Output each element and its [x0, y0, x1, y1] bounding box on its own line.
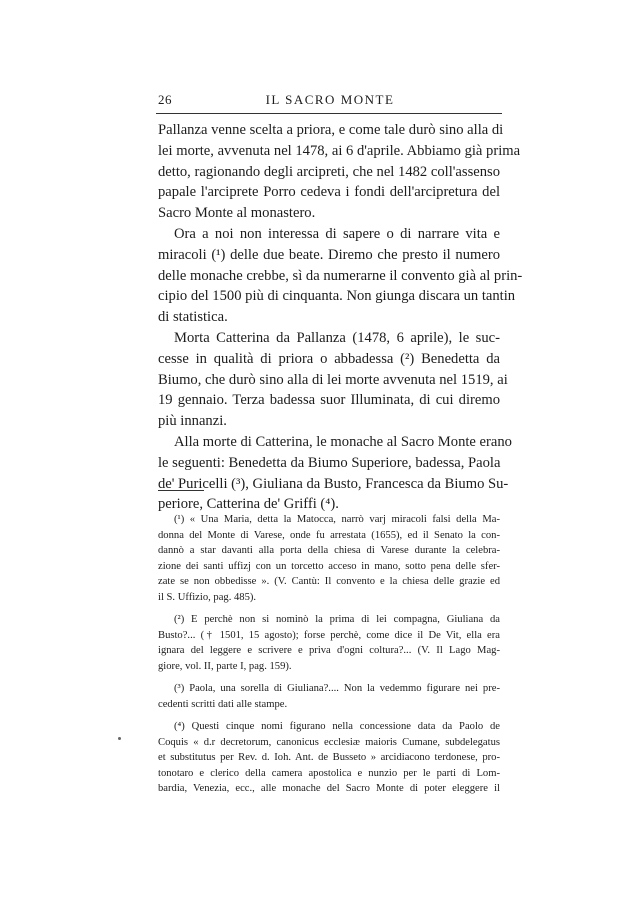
footnote-line: dannò a star davanti alla porta della chiesa di Varese durante la celebra- — [158, 545, 500, 556]
body-line: lei morte, avvenuta nel 1478, ai 6 d'aprile. Abbiamo già prima — [158, 142, 521, 159]
footnote-spacer — [158, 605, 500, 612]
header-rule — [156, 113, 502, 114]
footnote-spacer — [158, 712, 500, 719]
body-line: Morta Catterina da Pallanza (1478, 6 aprile), le suc- — [174, 329, 500, 346]
body-line: cesse in qualità di priora o abbadessa (²) Benedetta da — [158, 350, 500, 367]
body-line: periore, Catterina de' Griffi (⁴). — [158, 496, 339, 513]
body-line: Ora a noi non interessa di sapere o di narrare vita e — [174, 225, 500, 242]
body-line: cipio del 1500 più di cinquanta. Non giunga discara un tantin — [158, 288, 516, 305]
footnote-line: cedenti scritti dati alle stampe. — [158, 698, 288, 710]
footnote-line: zione dei santi uffizj con un torcetto acceso in mano, sotto pena delle sfer- — [158, 560, 500, 572]
body-line: Alla morte di Catterina, le monache al Sacro Monte erano — [174, 433, 512, 450]
body-line: Pallanza venne scelta a priora, e come tale durò sino alla di — [158, 122, 504, 138]
body-line: miracoli (¹) delle due beate. Diremo che presto il numero — [158, 246, 500, 263]
body-line: le seguenti: Benedetta da Biumo Superiore, badessa, Paola — [158, 454, 501, 471]
page-number: 26 — [158, 92, 172, 107]
footnote-rule — [158, 490, 204, 491]
body-line: Biumo, che durò sino alla di lei morte avvenuta nel 1519, ai — [158, 371, 508, 388]
footnote-line: il S. Uffizio, pag. 485). — [158, 591, 257, 603]
footnote-line: Coquis « d.r decretorum, canonicus ecclesiæ maioris Cumane, subdelegatus — [158, 736, 500, 748]
footnote-line: zate se non obbedisse ». (V. Cantù: Il convento e la chiesa delle grazie ed — [158, 576, 500, 587]
footnote-line: tonotaro e clerico della camera apostolica e nunzio per le parti di Lom- — [158, 767, 500, 779]
footnote-line: Busto?... († 1501, 15 agosto); forse perchè, come dice il De Vit, ella era — [158, 629, 500, 641]
body-text — [158, 120, 523, 515]
footnote-line: (¹) « Una Maria, detta la Matocca, narrò varj miracoli falsi della Ma- — [174, 514, 500, 525]
footnote-line: (⁴) Questi cinque nomi figurano nella concessione data da Paolo de — [174, 721, 500, 732]
footnote-line: donna del Monte di Varese, onde fu arrestata (1655), ed il Senato la con- — [158, 529, 500, 541]
footnote-spacer — [158, 674, 500, 681]
footnote-line: (²) E perchè non si nominò la prima di lei compagna, Giuliana da — [174, 614, 500, 625]
footnote-line: bardia, Venezia, ecc., alle monache del Sacro Monte di poter eleggere il — [158, 783, 500, 794]
body-line: detto, ragionando degli arcipreti, che nel 1482 coll'assenso — [158, 163, 500, 180]
scan-speck — [118, 737, 121, 740]
body-line: più innanzi. — [158, 413, 227, 430]
footnote-line: ignara del leggere e scrivere e priva d'ogni coltura?... (V. Il Lago Mag- — [158, 645, 500, 656]
running-title: IL SACRO MONTE — [265, 92, 395, 107]
footnote-line: (³) Paola, una sorella di Giuliana?.... Non la vedemmo figurare nei pre- — [174, 683, 500, 694]
body-line: papale l'arciprete Porro cedeva i fondi dell'arcipretura del — [158, 184, 500, 201]
body-line: delle monache crebbe, sì da numerarne il convento già al prin- — [158, 267, 523, 284]
body-line: di statistica. — [158, 309, 228, 326]
footnotes — [158, 512, 500, 797]
body-line: Sacro Monte al monastero. — [158, 205, 316, 222]
body-line: de' Puricelli (³), Giuliana da Busto, Francesca da Biumo Su- — [158, 475, 509, 492]
footnote-line: et substitutus per Rev. d. Ioh. Ant. de Busseto » arcidiacono terdonese, pro- — [158, 752, 500, 763]
body-line: 19 gennaio. Terza badessa suor Illuminata, di cui diremo — [158, 392, 500, 409]
footnote-line: giore, vol. II, parte I, pag. 159). — [158, 660, 292, 672]
